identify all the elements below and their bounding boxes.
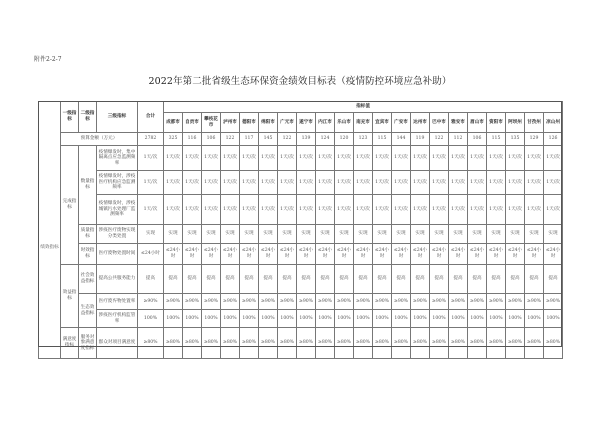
city-value: 1天/次 <box>221 171 240 195</box>
level3-indicator: 群众对项目满意度 <box>97 328 138 359</box>
city-header: 绵阳市 <box>259 113 278 133</box>
city-value: 实现 <box>202 225 221 244</box>
budget-value: 124 <box>316 133 335 146</box>
city-value: ≥90% <box>373 294 392 310</box>
city-header: 阿坝州 <box>506 113 525 133</box>
total-value: 提高 <box>138 265 164 294</box>
city-value: 提高 <box>221 265 240 294</box>
city-value: 1天/次 <box>202 195 221 225</box>
city-value: 1天/次 <box>240 171 259 195</box>
city-value: 100% <box>392 310 411 328</box>
city-value: ≤24小时 <box>506 244 525 265</box>
city-value: 100% <box>297 310 316 328</box>
city-value: 100% <box>525 310 544 328</box>
city-value: ≥90% <box>392 294 411 310</box>
level2-indicator: 质量指标 <box>79 225 97 244</box>
city-value: ≤24小时 <box>487 244 506 265</box>
city-header: 巴中市 <box>430 113 449 133</box>
city-value: ≥80% <box>278 328 297 359</box>
budget-value: 135 <box>506 133 525 146</box>
city-value: 100% <box>487 310 506 328</box>
city-header: 雅安市 <box>449 113 468 133</box>
city-value: 实现 <box>544 225 563 244</box>
total-value: 1天/次 <box>138 195 164 225</box>
level2-indicator: 生态效益指标 <box>79 294 97 328</box>
city-value: ≥90% <box>240 294 259 310</box>
city-value: ≥80% <box>354 328 373 359</box>
table-row <box>39 195 563 225</box>
city-value: 提高 <box>240 265 259 294</box>
city-value: 实现 <box>354 225 373 244</box>
city-value: 1天/次 <box>354 171 373 195</box>
city-value: ≤24小时 <box>278 244 297 265</box>
city-value: ≥90% <box>183 294 202 310</box>
city-value: 1天/次 <box>506 171 525 195</box>
table-row <box>39 225 563 244</box>
city-value: 1天/次 <box>525 171 544 195</box>
city-value: 100% <box>240 310 259 328</box>
city-value: 实现 <box>449 225 468 244</box>
city-value: 100% <box>544 310 563 328</box>
city-value: ≥80% <box>506 328 525 359</box>
city-value: ≥80% <box>240 328 259 359</box>
city-value: 提高 <box>335 265 354 294</box>
city-value: ≥80% <box>430 328 449 359</box>
city-value: 1天/次 <box>335 171 354 195</box>
city-header: 乐山市 <box>335 113 354 133</box>
table-row <box>39 294 563 310</box>
city-value: 提高 <box>373 265 392 294</box>
budget-value: 117 <box>240 133 259 146</box>
city-value: 100% <box>164 310 183 328</box>
city-value: 1天/次 <box>202 171 221 195</box>
city-value: 提高 <box>544 265 563 294</box>
budget-value: 145 <box>259 133 278 146</box>
budget-value: 122 <box>278 133 297 146</box>
city-value: 1天/次 <box>411 195 430 225</box>
level3-indicator: 涉疫医疗机构监管率 <box>97 310 138 328</box>
city-value: ≥80% <box>202 328 221 359</box>
total-value: 实现 <box>138 225 164 244</box>
city-value: ≤24小时 <box>183 244 202 265</box>
table-row <box>39 265 563 294</box>
city-value: 100% <box>316 310 335 328</box>
city-value: 1天/次 <box>221 146 240 171</box>
header-total: 合计 <box>138 102 164 133</box>
city-value: 1天/次 <box>525 195 544 225</box>
city-header: 攀枝花市 <box>202 113 221 133</box>
city-value: 实现 <box>316 225 335 244</box>
city-value: 提高 <box>468 265 487 294</box>
city-value: ≤24小时 <box>468 244 487 265</box>
city-value: ≥90% <box>411 294 430 310</box>
level3-indicator: 涉疫医疗废物实现分类处置 <box>97 225 138 244</box>
city-value: 100% <box>411 310 430 328</box>
budget-value: 112 <box>449 133 468 146</box>
city-value: ≥90% <box>487 294 506 310</box>
city-value: 100% <box>468 310 487 328</box>
city-value: 提高 <box>297 265 316 294</box>
budget-value: 126 <box>544 133 563 146</box>
city-value: 提高 <box>202 265 221 294</box>
city-value: 1天/次 <box>164 146 183 171</box>
budget-value: 122 <box>221 133 240 146</box>
total-value: 1天/次 <box>138 146 164 171</box>
city-value: 提高 <box>259 265 278 294</box>
city-value: 1天/次 <box>316 171 335 195</box>
city-value: 1天/次 <box>506 146 525 171</box>
city-value: 100% <box>373 310 392 328</box>
city-value: 1天/次 <box>221 195 240 225</box>
city-value: 实现 <box>240 225 259 244</box>
total-value: ≤24小时 <box>138 244 164 265</box>
city-value: 1天/次 <box>316 195 335 225</box>
city-value: 1天/次 <box>449 146 468 171</box>
city-value: 1天/次 <box>373 146 392 171</box>
total-value: ≥80% <box>138 328 164 359</box>
city-value: ≤24小时 <box>297 244 316 265</box>
budget-value: 119 <box>411 133 430 146</box>
city-value: ≥80% <box>411 328 430 359</box>
city-value: ≥80% <box>259 328 278 359</box>
city-value: 1天/次 <box>392 146 411 171</box>
city-header: 甘孜州 <box>525 113 544 133</box>
city-value: 1天/次 <box>297 195 316 225</box>
total-value: 1天/次 <box>138 171 164 195</box>
city-value: ≥90% <box>449 294 468 310</box>
city-value: 1天/次 <box>297 146 316 171</box>
city-value: ≥90% <box>278 294 297 310</box>
city-value: ≥90% <box>354 294 373 310</box>
city-header: 宜宾市 <box>373 113 392 133</box>
city-value: 1天/次 <box>354 195 373 225</box>
city-value: ≤24小时 <box>221 244 240 265</box>
level3-indicator: 医疗废物处置时间 <box>97 244 138 265</box>
city-header: 广安市 <box>392 113 411 133</box>
city-value: 提高 <box>316 265 335 294</box>
city-value: 100% <box>278 310 297 328</box>
city-value: 1天/次 <box>449 195 468 225</box>
city-value: ≥80% <box>487 328 506 359</box>
budget-value: 106 <box>202 133 221 146</box>
city-value: 1天/次 <box>392 171 411 195</box>
city-value: ≥90% <box>525 294 544 310</box>
city-value: ≥90% <box>468 294 487 310</box>
city-value: 提高 <box>278 265 297 294</box>
city-value: 1天/次 <box>449 171 468 195</box>
category-label: 绩效指标 <box>40 245 59 251</box>
city-value: 1天/次 <box>487 195 506 225</box>
city-value: 1天/次 <box>183 195 202 225</box>
city-value: ≥90% <box>202 294 221 310</box>
city-value: ≤24小时 <box>544 244 563 265</box>
city-header: 内江市 <box>316 113 335 133</box>
city-value: ≥80% <box>392 328 411 359</box>
city-value: 100% <box>506 310 525 328</box>
header-level2: 二级指标 <box>79 102 97 133</box>
budget-value: 325 <box>164 133 183 146</box>
city-value: 1天/次 <box>240 146 259 171</box>
performance-target-table <box>38 101 563 359</box>
city-value: 实现 <box>506 225 525 244</box>
city-value: 1天/次 <box>240 195 259 225</box>
level1-indicator: 满意度指标 <box>61 328 79 359</box>
city-value: ≥80% <box>373 328 392 359</box>
city-header: 广元市 <box>278 113 297 133</box>
budget-value: 115 <box>373 133 392 146</box>
city-value: 1天/次 <box>487 146 506 171</box>
budget-label: 预算金额（万元） <box>61 133 138 146</box>
city-value: ≤24小时 <box>202 244 221 265</box>
city-header: 遂宁市 <box>297 113 316 133</box>
city-value: 实现 <box>183 225 202 244</box>
city-value: 1天/次 <box>468 195 487 225</box>
city-value: 1天/次 <box>183 146 202 171</box>
city-value: 1天/次 <box>316 146 335 171</box>
city-value: 100% <box>335 310 354 328</box>
city-value: 实现 <box>259 225 278 244</box>
budget-value: 129 <box>525 133 544 146</box>
city-value: 100% <box>430 310 449 328</box>
city-value: ≥80% <box>183 328 202 359</box>
level3-indicator: 疫情爆发时，集中隔离点应急监测频率 <box>97 146 138 171</box>
city-value: ≤24小时 <box>525 244 544 265</box>
city-value: ≥80% <box>335 328 354 359</box>
table-row <box>39 171 563 195</box>
city-value: 1天/次 <box>354 146 373 171</box>
header-level3: 三级指标 <box>97 102 138 133</box>
city-value: 100% <box>202 310 221 328</box>
level2-indicator: 数量指标 <box>79 146 97 225</box>
city-value: 实现 <box>335 225 354 244</box>
level3-indicator: 疫情爆发时，涉疫医疗机构应急监测频率 <box>97 171 138 195</box>
city-value: 实现 <box>487 225 506 244</box>
city-header: 泸州市 <box>221 113 240 133</box>
level3-indicator: 医疗废弃物处置率 <box>97 294 138 310</box>
city-value: 1天/次 <box>411 146 430 171</box>
city-value: ≥90% <box>335 294 354 310</box>
city-value: ≤24小时 <box>392 244 411 265</box>
city-value: ≥80% <box>316 328 335 359</box>
level3-indicator: 提高公共服务能力 <box>97 265 138 294</box>
city-value: 1天/次 <box>373 171 392 195</box>
city-value: 1天/次 <box>335 195 354 225</box>
table-row <box>39 310 563 328</box>
city-value: 1天/次 <box>259 171 278 195</box>
city-value: 提高 <box>430 265 449 294</box>
city-value: ≥80% <box>468 328 487 359</box>
city-value: 1天/次 <box>468 146 487 171</box>
city-value: ≥90% <box>544 294 563 310</box>
city-value: 实现 <box>430 225 449 244</box>
city-value: ≤24小时 <box>411 244 430 265</box>
level2-indicator: 社会效益指标 <box>79 265 97 294</box>
budget-total: 2782 <box>138 133 164 146</box>
city-value: 实现 <box>468 225 487 244</box>
level1-indicator: 完成指标 <box>61 146 79 265</box>
city-value: 实现 <box>373 225 392 244</box>
city-value: 提高 <box>354 265 373 294</box>
city-header: 德阳市 <box>240 113 259 133</box>
city-value: 实现 <box>392 225 411 244</box>
city-value: 实现 <box>278 225 297 244</box>
budget-value: 144 <box>392 133 411 146</box>
city-value: ≥80% <box>297 328 316 359</box>
city-value: 1天/次 <box>468 171 487 195</box>
city-value: ≥90% <box>506 294 525 310</box>
city-value: ≥80% <box>449 328 468 359</box>
city-header: 成都市 <box>164 113 183 133</box>
city-value: ≤24小时 <box>449 244 468 265</box>
table-row <box>39 244 563 265</box>
city-value: 1天/次 <box>335 146 354 171</box>
table-row <box>39 146 563 171</box>
city-value: ≤24小时 <box>316 244 335 265</box>
city-value: ≥90% <box>221 294 240 310</box>
city-header: 达州市 <box>411 113 430 133</box>
city-value: 1天/次 <box>164 195 183 225</box>
city-value: 1天/次 <box>430 146 449 171</box>
city-value: 1天/次 <box>544 146 563 171</box>
city-value: 实现 <box>297 225 316 244</box>
city-value: 提高 <box>525 265 544 294</box>
city-value: 1天/次 <box>411 171 430 195</box>
city-value: ≤24小时 <box>430 244 449 265</box>
city-value: 提高 <box>411 265 430 294</box>
city-value: 1天/次 <box>392 195 411 225</box>
header-indicator-value: 指标值 <box>164 102 563 113</box>
budget-value: 120 <box>335 133 354 146</box>
city-value: 1天/次 <box>544 195 563 225</box>
city-value: 100% <box>221 310 240 328</box>
city-value: 1天/次 <box>525 146 544 171</box>
budget-value: 123 <box>354 133 373 146</box>
city-value: ≤24小时 <box>335 244 354 265</box>
city-value: 提高 <box>487 265 506 294</box>
category-cell <box>39 102 61 359</box>
city-value: 1天/次 <box>259 195 278 225</box>
city-value: 1天/次 <box>278 146 297 171</box>
city-value: 1天/次 <box>278 195 297 225</box>
budget-value: 106 <box>468 133 487 146</box>
budget-value: 139 <box>297 133 316 146</box>
city-value: 1天/次 <box>430 195 449 225</box>
total-value: 100% <box>138 310 164 328</box>
city-value: 1天/次 <box>544 171 563 195</box>
city-value: ≥80% <box>221 328 240 359</box>
city-header: 眉山市 <box>468 113 487 133</box>
city-value: ≤24小时 <box>259 244 278 265</box>
city-value: ≥90% <box>164 294 183 310</box>
city-value: 1天/次 <box>487 171 506 195</box>
city-value: 1天/次 <box>430 171 449 195</box>
city-value: 实现 <box>221 225 240 244</box>
city-value: 提高 <box>506 265 525 294</box>
table-row <box>39 328 563 359</box>
city-value: ≥80% <box>525 328 544 359</box>
budget-value: 116 <box>183 133 202 146</box>
level2-indicator: 时效指标 <box>79 244 97 265</box>
total-value: ≥90% <box>138 294 164 310</box>
city-value: ≤24小时 <box>373 244 392 265</box>
city-header: 资阳市 <box>487 113 506 133</box>
city-value: 实现 <box>164 225 183 244</box>
city-header: 自贡市 <box>183 113 202 133</box>
budget-row <box>39 133 563 146</box>
page-title: 2022年第二批省级生态环保资金绩效目标表（疫情防控环境应急补助） <box>148 76 452 87</box>
city-value: ≥90% <box>297 294 316 310</box>
attachment-label: 附件2-2-7 <box>34 56 62 63</box>
city-header: 南充市 <box>354 113 373 133</box>
city-value: 1天/次 <box>183 171 202 195</box>
city-value: 1天/次 <box>259 146 278 171</box>
city-value: ≥90% <box>316 294 335 310</box>
city-value: 100% <box>183 310 202 328</box>
city-value: 100% <box>259 310 278 328</box>
city-value: 实现 <box>411 225 430 244</box>
city-value: ≥90% <box>259 294 278 310</box>
city-value: 100% <box>354 310 373 328</box>
city-value: ≤24小时 <box>164 244 183 265</box>
city-value: 提高 <box>449 265 468 294</box>
budget-value: 122 <box>430 133 449 146</box>
city-value: ≥90% <box>430 294 449 310</box>
city-value: 提高 <box>183 265 202 294</box>
level3-indicator: 疫情爆发时，涉疫城镇污水处理厂监测频率 <box>97 195 138 225</box>
city-value: 1天/次 <box>297 171 316 195</box>
level2-indicator: 服务对象满意度指标 <box>79 328 97 359</box>
header-level1: 一级指标 <box>61 102 79 133</box>
city-value: ≤24小时 <box>240 244 259 265</box>
city-value: ≥80% <box>164 328 183 359</box>
city-value: 1天/次 <box>164 171 183 195</box>
city-value: ≥80% <box>544 328 563 359</box>
city-value: 提高 <box>164 265 183 294</box>
city-value: 1天/次 <box>373 195 392 225</box>
budget-value: 115 <box>487 133 506 146</box>
city-value: 提高 <box>392 265 411 294</box>
city-header: 凉山州 <box>544 113 563 133</box>
city-value: 实现 <box>525 225 544 244</box>
header-row <box>39 102 563 113</box>
city-value: 100% <box>449 310 468 328</box>
city-value: 1天/次 <box>506 195 525 225</box>
city-value: 1天/次 <box>278 171 297 195</box>
city-value: 1天/次 <box>202 146 221 171</box>
city-value: ≤24小时 <box>354 244 373 265</box>
level1-indicator: 效益指标 <box>61 265 79 328</box>
